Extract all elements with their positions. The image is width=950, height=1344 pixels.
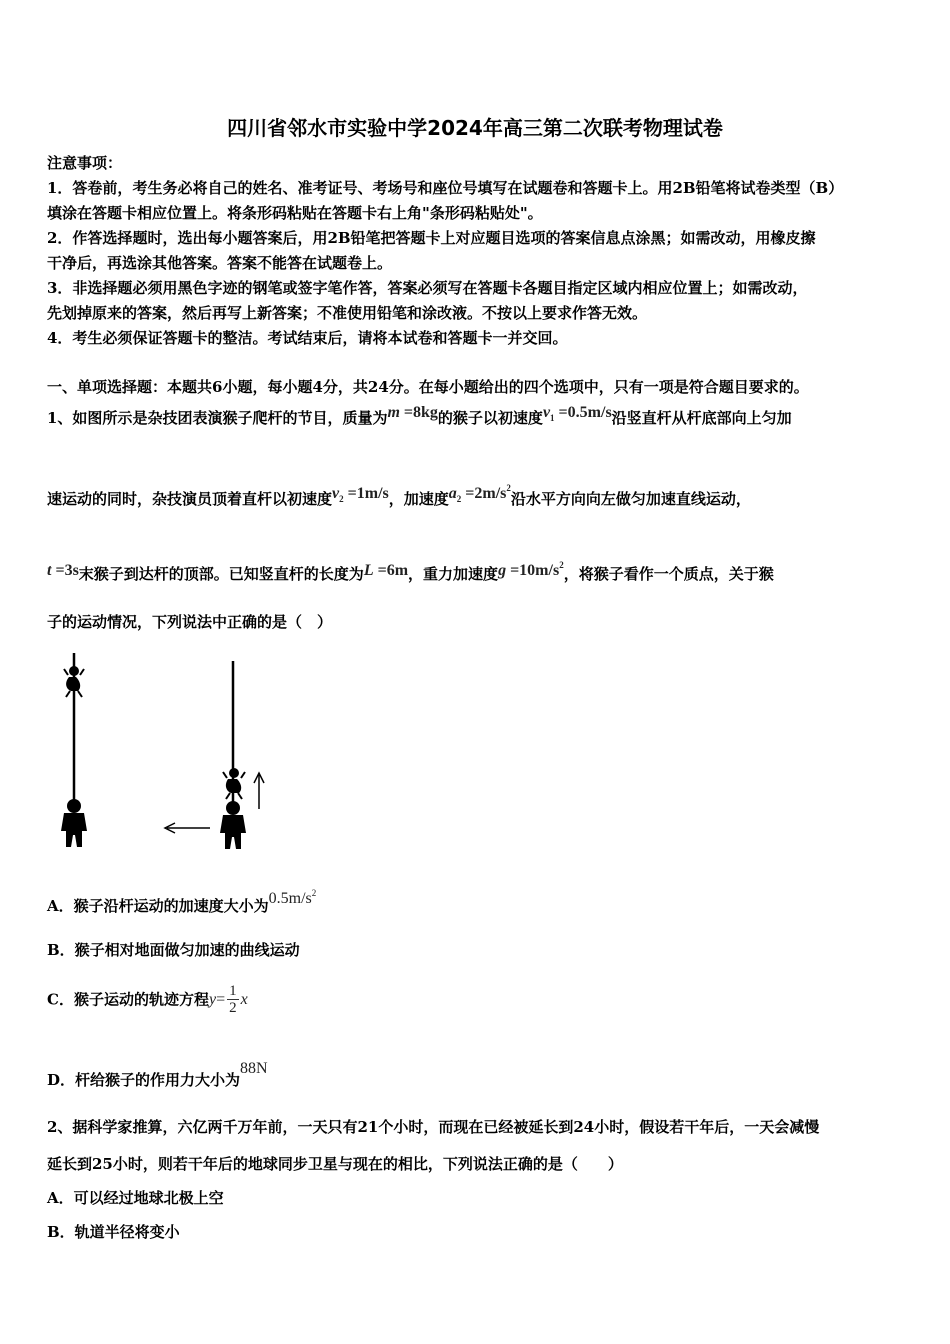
optD-formula: 88N	[240, 1060, 268, 1077]
notice-line: 干净后，再选涂其他答案。答案不能答在试题卷上。	[47, 254, 393, 272]
notice-heading: 注意事项：	[47, 154, 123, 172]
question-2-line-1: 2、据科学家推算，六亿两千万年前，一天只有21个小时，而现在已经被延长到24小时，假设若干年后，一天会减慢	[47, 1118, 820, 1136]
notice-line: 2．作答选择题时，选出每小题答案后，用2B铅笔把答题卡上对应题目选项的答案信息点涂黑；如需改动，用橡皮擦	[47, 229, 816, 247]
notice-line: 4．考生必须保证答题卡的整洁。考试结束后，请将本试卷和答题卡一并交回。	[47, 329, 568, 347]
length-formula: L =6m	[363, 562, 409, 579]
exam-title: 四川省邻水市实验中学2024年高三第二次联考物理试卷	[227, 116, 723, 140]
mass-formula: m =8kg	[387, 404, 438, 421]
monkey-pole-diagram	[40, 645, 300, 855]
q2-option-a[interactable]: A．可以经过地球北极上空	[47, 1189, 224, 1207]
q1-option-b[interactable]: B．猴子相对地面做匀加速的曲线运动	[47, 941, 300, 959]
trajectory-formula: y = $\frac{1}{2}$ x	[208, 983, 248, 1016]
t-formula: t =3s	[47, 562, 79, 579]
q2-option-b[interactable]: B．轨道半径将变小	[47, 1223, 180, 1241]
v1-formula: $v_1 =0.5m/s$	[542, 404, 612, 423]
arrow-left-icon	[165, 823, 210, 833]
optA-formula: $0.5m/s^2$	[268, 888, 317, 907]
q1-text: 的猴子以初速度	[437, 409, 543, 427]
q1-text: ，加速度	[388, 490, 449, 508]
section-heading: 一、单项选择题：本题共6小题，每小题4分，共24分。在每小题给出的四个选项中，只有一项是符合题目要求的。	[47, 378, 809, 396]
q1-option-c[interactable]: C．猴子运动的轨迹方程 y = $\frac{1}{2}$ x	[47, 983, 248, 1016]
question-1-line-3	[47, 556, 774, 583]
gravity-formula: $g =10m/s^2$	[498, 560, 564, 579]
q1-option-d[interactable]: D．杆给猴子的作用力大小为88N	[47, 1060, 268, 1089]
acrobat-right-icon	[220, 801, 246, 849]
v2-formula: $v_2 =1m/s$	[332, 485, 389, 504]
notice-line: 先划掉原来的答案，然后再写上新答案；不准使用铅笔和涂改液。不按以上要求作答无效。	[47, 304, 648, 322]
q1-text: 速运动的同时，杂技演员顶着直杆以初速度	[47, 490, 333, 508]
arrow-up-icon	[254, 773, 264, 809]
q1-text: ，重力加速度	[408, 565, 499, 583]
question-1-line-4: 子的运动情况，下列说法中正确的是（ ）	[47, 613, 333, 631]
acrobat-left-icon	[61, 799, 87, 847]
q1-text: ，将猴子看作一个质点，关于猴	[563, 565, 774, 583]
question-2-line-2: 延长到25小时，则若干年后的地球同步卫星与现在的相比，下列说法正确的是（ ）	[47, 1155, 623, 1173]
monkey-pole-figure	[40, 645, 300, 855]
q1-text: 末猴子到达杆的顶部。已知竖直杆的长度为	[78, 565, 364, 583]
q1-text: 沿水平方向向左做匀加速直线运动，	[510, 490, 751, 508]
a2-formula: $a_2 =2m/s^2$	[448, 483, 511, 504]
notice-line: 填涂在答题卡相应位置上。将条形码粘贴在答题卡右上角"条形码粘贴处"。	[47, 204, 543, 222]
notice-line: 1．答卷前，考生务必将自己的姓名、准考证号、考场号和座位号填写在试题卷和答题卡上。用2B铅笔将试卷类型（B）	[47, 179, 844, 197]
notice-line: 3．非选择题必须用黑色字迹的钢笔或签字笔作答，答案必须写在答题卡各题目指定区域内相应位置上；如需改动，	[47, 279, 808, 297]
q1-option-a[interactable]: A．猴子沿杆运动的加速度大小为$0.5m/s^2$	[47, 888, 317, 915]
q1-text: 1、如图所示是杂技团表演猴子爬杆的节目，质量为	[47, 409, 388, 427]
question-1-line-2	[47, 479, 751, 508]
q1-text: 沿竖直杆从杆底部向上匀加	[611, 409, 792, 427]
question-1-line-1	[47, 404, 792, 427]
